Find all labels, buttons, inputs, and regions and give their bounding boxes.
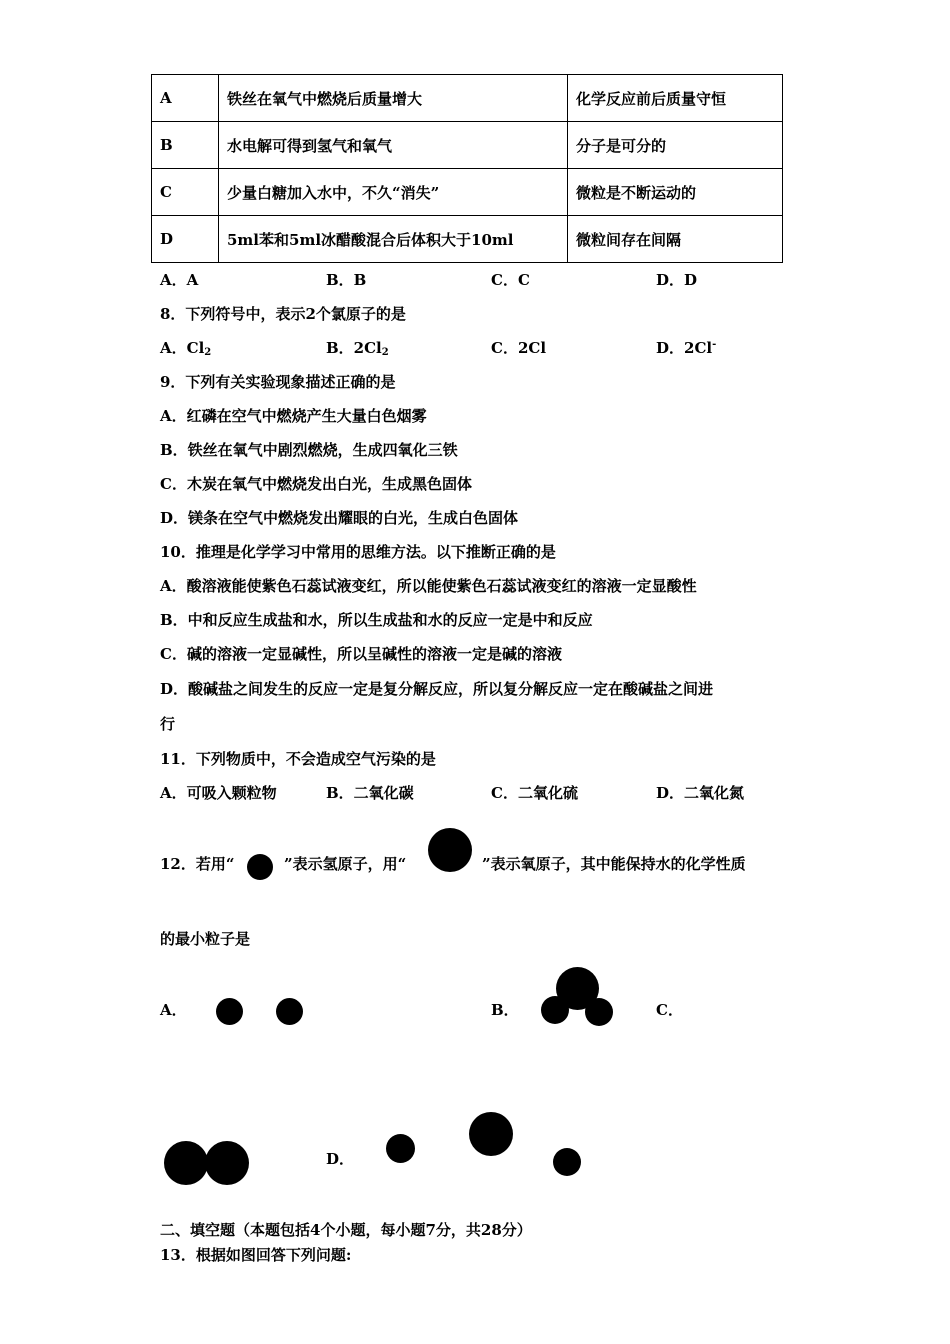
row-letter: C: [152, 169, 219, 216]
q8-stem: 8．下列符号中，表示2个氯原子的是: [160, 305, 406, 323]
q10-option-a[interactable]: A．酸溶液能使紫色石蕊试液变红，所以能使紫色石蕊试液变红的溶液一定显酸性: [160, 577, 697, 595]
q10-option-b[interactable]: B．中和反应生成盐和水，所以生成盐和水的反应一定是中和反应: [160, 611, 593, 629]
row-explanation: 微粒是不断运动的: [568, 169, 783, 216]
hydrogen-atom-icon: [386, 1134, 415, 1163]
hydrogen-atom-icon: [541, 996, 569, 1024]
oxygen-atom-icon: [205, 1141, 249, 1185]
subscript: 2: [381, 347, 389, 358]
option-text: B．2Cl: [326, 339, 382, 357]
q11-option-b[interactable]: B．二氧化碳: [326, 784, 414, 802]
q9-option-b[interactable]: B．铁丝在氧气中剧烈燃烧，生成四氧化三铁: [160, 441, 458, 459]
row-explanation: 分子是可分的: [568, 122, 783, 169]
row-phenomenon: 水电解可得到氢气和氧气: [219, 122, 568, 169]
q11-option-a[interactable]: A．可吸入颗粒物: [160, 784, 277, 802]
q11-option-c[interactable]: C．二氧化硫: [491, 784, 578, 802]
subscript: 2: [204, 347, 212, 358]
q10-option-c[interactable]: C．碱的溶液一定显碱性，所以呈碱性的溶液一定是碱的溶液: [160, 645, 562, 663]
q7-option-c[interactable]: C．C: [491, 271, 530, 289]
table-row: [152, 122, 783, 169]
q9-option-d[interactable]: D．镁条在空气中燃烧发出耀眼的白光，生成白色固体: [160, 509, 519, 527]
oxygen-atom-icon: [164, 1141, 208, 1185]
q13-stem: 13．根据如图回答下列问题:: [160, 1246, 352, 1264]
q8-option-d[interactable]: [656, 337, 716, 358]
hydrogen-atom-icon: [247, 854, 273, 880]
row-phenomenon: 5ml苯和5ml冰醋酸混合后体积大于10ml: [219, 216, 568, 263]
table-row: [152, 169, 783, 216]
q12-stem-part3: ”表示氧原子，其中能保持水的化学性质: [482, 855, 746, 873]
row-letter: D: [152, 216, 219, 263]
q11-stem: 11．下列物质中，不会造成空气污染的是: [160, 750, 436, 768]
q7-option-d[interactable]: D．D: [656, 271, 698, 289]
row-explanation: 化学反应前后质量守恒: [568, 75, 783, 122]
row-letter: A: [152, 75, 219, 122]
table-row: [152, 216, 783, 263]
superscript: -: [712, 339, 717, 350]
q12-option-a[interactable]: A．: [160, 1001, 187, 1019]
q8-option-b[interactable]: [326, 337, 389, 358]
hydrogen-atom-icon: [216, 998, 243, 1025]
hydrogen-atom-icon: [585, 998, 613, 1026]
q9-stem: 9．下列有关实验现象描述正确的是: [160, 373, 396, 391]
row-explanation: 微粒间存在间隔: [568, 216, 783, 263]
oxygen-atom-icon: [469, 1112, 513, 1156]
option-text: D．2Cl: [656, 339, 713, 357]
section-heading: 二、填空题（本题包括4个小题，每小题7分，共28分）: [160, 1221, 532, 1239]
q10-option-d-continued: 行: [160, 715, 176, 733]
q12-stem-part1: 12．若用“: [160, 855, 235, 873]
table-row: [152, 75, 783, 122]
q7-option-a[interactable]: A．A: [160, 271, 199, 289]
hydrogen-atom-icon: [553, 1148, 581, 1176]
q7-table: [151, 74, 783, 263]
q8-option-a[interactable]: [160, 337, 211, 358]
q8-option-c[interactable]: C．2Cl: [491, 339, 547, 357]
q9-option-c[interactable]: C．木炭在氧气中燃烧发出白光，生成黑色固体: [160, 475, 472, 493]
q12-option-d[interactable]: D．: [326, 1150, 355, 1168]
oxygen-atom-icon: [428, 828, 472, 872]
q9-option-a[interactable]: A．红磷在空气中燃烧产生大量白色烟雾: [160, 407, 427, 425]
q12-option-c[interactable]: C．: [656, 1001, 683, 1019]
q10-stem: 10．推理是化学学习中常用的思维方法。以下推断正确的是: [160, 543, 556, 561]
row-letter: B: [152, 122, 219, 169]
q11-option-d[interactable]: D．二氧化氮: [656, 784, 745, 802]
option-text: A．Cl: [160, 339, 205, 357]
q7-option-b[interactable]: B．B: [326, 271, 367, 289]
q12-stem-part2: ”表示氢原子，用“: [284, 855, 407, 873]
q12-stem-line2: 的最小粒子是: [160, 930, 251, 948]
row-phenomenon: 少量白糖加入水中，不久“消失”: [219, 169, 568, 216]
q10-option-d[interactable]: D．酸碱盐之间发生的反应一定是复分解反应，所以复分解反应一定在酸碱盐之间进: [160, 680, 714, 698]
q12-option-b[interactable]: B．: [491, 1001, 519, 1019]
hydrogen-atom-icon: [276, 998, 303, 1025]
row-phenomenon: 铁丝在氧气中燃烧后质量增大: [219, 75, 568, 122]
